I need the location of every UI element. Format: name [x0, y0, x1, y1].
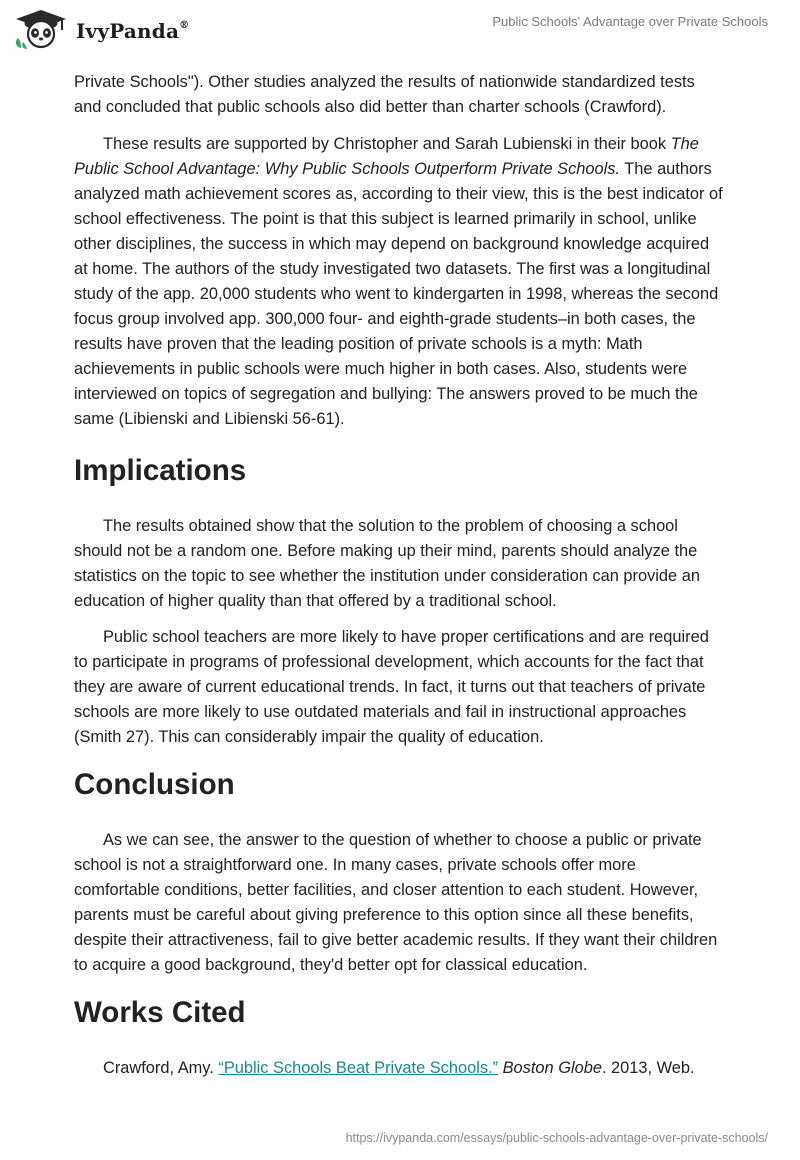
panda-graduation-icon [12, 8, 70, 50]
paragraph-4: Public school teachers are more likely to have proper certifications and are required to participate in programs of professional development, which accounts for the fact that they are aware of current educational trends. In fact, it turns out that teachers of private schools are more likely to use outdated materials and fail in instructional approaches (Smith 27). This can considerably impair the quality of education. [74, 628, 709, 746]
citation-rest: . 2013, Web. [601, 1059, 695, 1077]
paragraph-1: Private Schools"). Other studies analyzed the results of nationwide standardized tests and concluded that public schools also did better than charter schools (Crawford). [74, 73, 695, 116]
paragraph-5: As we can see, the answer to the question of whether to choose a public or private school is not a straightforward one. In many cases, private schools offer more comfortable conditions, better facilities, and closer attention to each student. However, parents must be careful about giving preference to this option since all these benefits, despite their attractiveness, fail to give better academic results. If they want their children to acquire a good background, they'd better opt for classical education. [74, 831, 718, 974]
citation-link[interactable]: “Public Schools Beat Private Schools.” [218, 1059, 499, 1077]
logo-name: IvyPanda [76, 19, 180, 43]
ivypanda-logo[interactable] [12, 8, 189, 50]
citation-source: Boston Globe [502, 1059, 602, 1077]
heading-conclusion: Conclusion [74, 768, 235, 801]
registered-mark: ® [179, 20, 190, 32]
citation-1 [74, 1056, 724, 1081]
page-header [0, 0, 800, 60]
paragraph-2-text-b: The authors analyzed math achievement scores as, according to their view, this is the best indicator of school effectiveness. The point is that this subject is learned primarily in school, unlike other disciplines, the success in which may depend on background knowledge acquired at home. The authors of the study investigated two datasets. The first was a longitudinal study of the app. 20,000 students who went to kindergarten in 1998, whereas the second focus group involved app. 300,000 four- and eighth-grade students–in both cases, the results have proven that the leading position of private schools is a myth: Math achievements in public schools were much higher in both cases. Also, students were interviewed on topics of segregation and bullying: The answers proved to be much the same (Libienski and Libienski 56-61). [74, 160, 723, 428]
logo-wordmark [76, 19, 189, 43]
book-title: The Public School Advantage: Why Public Schools Outperform Private Schools. [74, 135, 699, 178]
citation-author: Crawford, Amy. [103, 1059, 219, 1077]
footer-url[interactable]: https://ivypanda.com/essays/public-schools-advantage-over-private-schools/ [345, 1131, 768, 1145]
heading-works-cited: Works Cited [74, 996, 246, 1029]
paragraph-2 [74, 132, 724, 432]
heading-implications: Implications [74, 454, 247, 487]
document-title: Public Schools' Advantage over Private Schools [492, 14, 768, 29]
essay-content [74, 70, 724, 1092]
paragraph-3: The results obtained show that the solution to the problem of choosing a school should not be a random one. Before making up their mind, parents should analyze the statistics on the topic to see whether the institution under consideration can provide an education of higher quality than that offered by a traditional school. [74, 517, 700, 610]
paragraph-2-text-a: These results are supported by Christopher and Sarah Lubienski in their book [103, 135, 671, 153]
